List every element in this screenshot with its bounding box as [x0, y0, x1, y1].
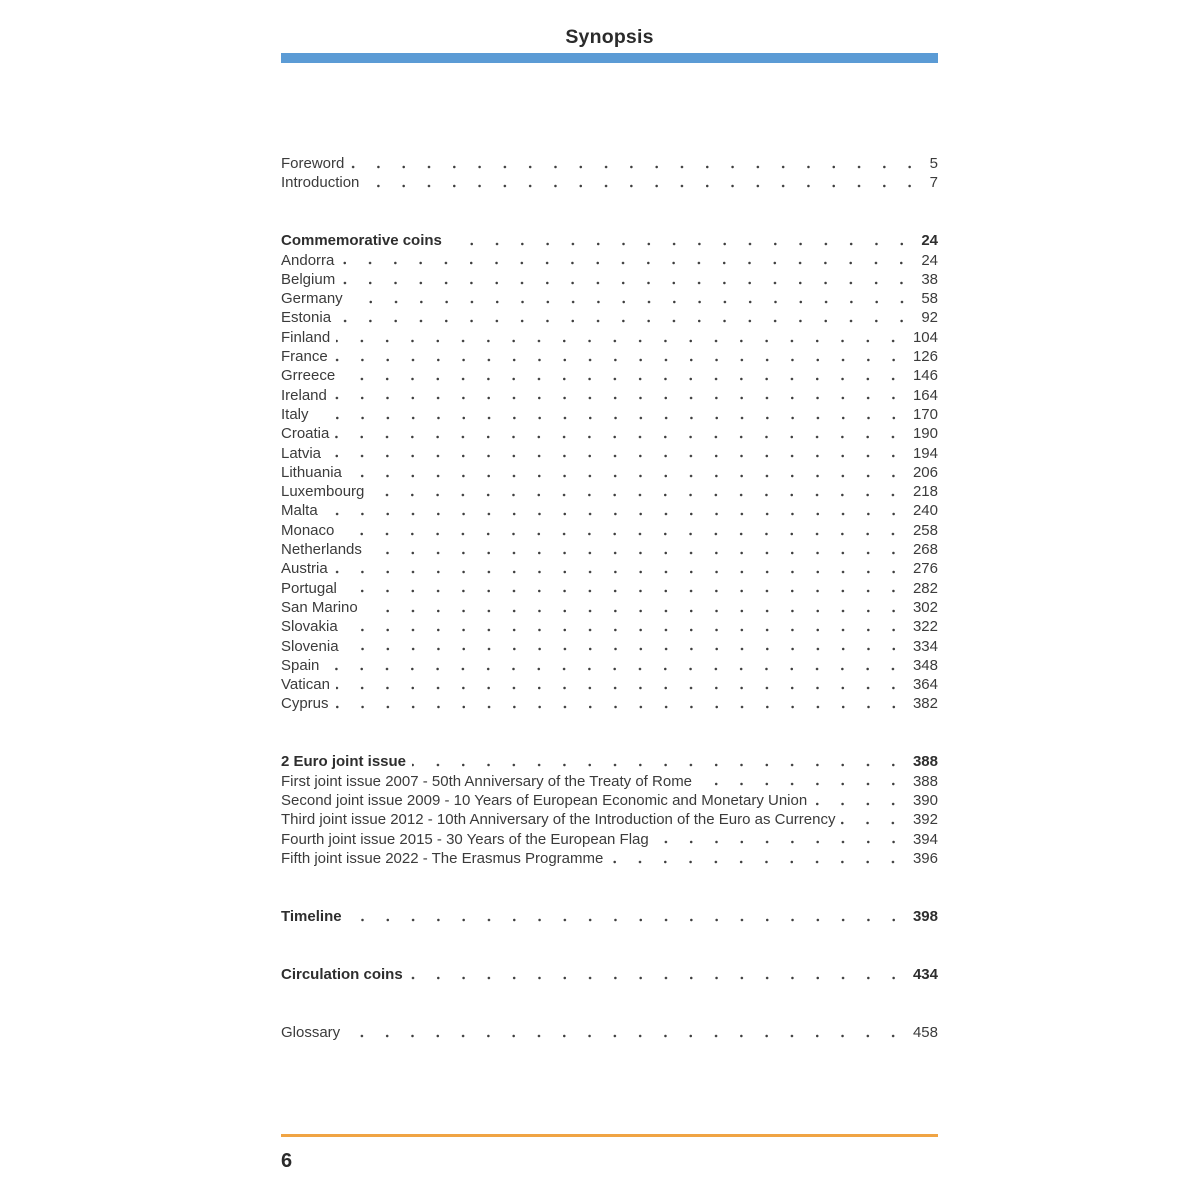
toc-entry: [281, 675, 938, 694]
toc-entry-label: Finland: [281, 328, 331, 346]
toc-group: [281, 752, 938, 868]
toc-entry-page: 38: [921, 270, 938, 288]
dot-leader: [365, 173, 922, 192]
dot-leader: [334, 347, 906, 366]
toc-entry-page: 276: [912, 560, 938, 578]
toc-entry-label: Slovenia: [281, 637, 339, 655]
toc-entry-label: Luxembourg: [281, 483, 365, 501]
dot-leader: [448, 231, 914, 250]
toc-entry-page: 322: [912, 618, 938, 636]
toc-entry: [281, 752, 938, 771]
toc-entry: [281, 308, 938, 327]
toc-entry: [281, 289, 938, 308]
toc-entry-label: Spain: [281, 656, 320, 674]
toc-entry-page: 240: [912, 502, 938, 520]
dot-leader: [368, 540, 906, 559]
toc-group: [281, 1023, 938, 1042]
dot-leader: [336, 675, 906, 694]
toc-entry-label: Circulation coins: [281, 965, 403, 983]
toc-entry: [281, 694, 938, 713]
toc-entry: [281, 154, 938, 173]
toc-entry: [281, 405, 938, 424]
content-column: [281, 0, 938, 1200]
toc-entry-page: 458: [912, 1023, 938, 1041]
toc-entry-page: 364: [912, 676, 938, 694]
toc-entry: [281, 559, 938, 578]
dot-leader: [343, 579, 906, 598]
dot-leader: [336, 328, 906, 347]
dot-leader: [370, 482, 906, 501]
toc-entry-page: 7: [929, 174, 938, 192]
toc-entry-page: 334: [912, 637, 938, 655]
dot-leader: [698, 772, 906, 791]
toc-entry-label: Grreece: [281, 367, 336, 385]
toc-entry-label: Croatia: [281, 425, 330, 443]
dot-leader: [345, 637, 906, 656]
toc-entry-page: 268: [912, 541, 938, 559]
dot-leader: [348, 463, 906, 482]
toc-entry-page: 258: [912, 521, 938, 539]
dot-leader: [609, 849, 906, 868]
toc-entry: [281, 424, 938, 443]
toc-group: [281, 907, 938, 926]
toc-entry-page: 382: [912, 695, 938, 713]
toc-entry: [281, 386, 938, 405]
toc-entry-label: Commemorative coins: [281, 232, 442, 250]
dot-leader: [350, 154, 922, 173]
toc-entry-label: San Marino: [281, 598, 358, 616]
toc-entry: [281, 251, 938, 270]
toc-entry: [281, 482, 938, 501]
toc-entry-label: Germany: [281, 290, 343, 308]
toc-entry-label: Lithuania: [281, 463, 342, 481]
toc-entry-label: Vatican: [281, 676, 330, 694]
toc-entry: [281, 501, 938, 520]
toc-entry: [281, 849, 938, 868]
toc-entry-label: Fifth joint issue 2022 - The Erasmus Programme: [281, 849, 604, 867]
toc-entry-label: Malta: [281, 502, 318, 520]
toc-entry: [281, 830, 938, 849]
toc-entry-page: 126: [912, 348, 938, 366]
toc-entry-label: Austria: [281, 560, 328, 578]
dot-leader: [340, 521, 906, 540]
toc-entry: [281, 772, 938, 791]
dot-leader: [341, 270, 914, 289]
page-title: Synopsis: [565, 26, 654, 48]
table-of-contents: [281, 154, 938, 1042]
toc-entry: [281, 810, 938, 829]
toc-entry: [281, 598, 938, 617]
dot-leader: [324, 501, 906, 520]
toc-entry-page: 218: [912, 483, 938, 501]
toc-group: [281, 231, 938, 713]
dot-leader: [364, 598, 906, 617]
dot-leader: [315, 405, 906, 424]
dot-leader: [335, 424, 906, 443]
toc-entry-page: 388: [912, 753, 938, 771]
toc-entry-page: 396: [912, 849, 938, 867]
toc-entry-page: 92: [921, 309, 938, 327]
toc-entry-page: 302: [912, 598, 938, 616]
toc-entry-label: Foreword: [281, 155, 345, 172]
toc-entry: [281, 366, 938, 385]
toc-entry-page: 146: [912, 367, 938, 385]
dot-leader: [655, 830, 906, 849]
toc-entry-page: 190: [912, 425, 938, 443]
toc-entry: [281, 521, 938, 540]
toc-entry-page: 394: [912, 830, 938, 848]
dot-leader: [349, 289, 915, 308]
dot-leader: [325, 656, 906, 675]
dot-leader: [348, 907, 906, 926]
toc-entry-page: 24: [921, 251, 938, 269]
toc-entry: [281, 617, 938, 636]
toc-entry-label: Fourth joint issue 2015 - 30 Years of the European Flag: [281, 830, 649, 848]
toc-entry: [281, 347, 938, 366]
toc-entry: [281, 656, 938, 675]
dot-leader: [337, 308, 914, 327]
toc-entry-label: Latvia: [281, 444, 322, 462]
toc-entry: [281, 463, 938, 482]
toc-entry-page: 348: [912, 656, 938, 674]
toc-entry-page: 5: [929, 155, 938, 172]
toc-entry: [281, 231, 938, 250]
dot-leader: [335, 694, 906, 713]
toc-entry-label: Slovakia: [281, 618, 338, 636]
dot-leader: [341, 366, 906, 385]
toc-group: [281, 154, 938, 193]
dot-leader: [334, 559, 906, 578]
toc-entry-label: Portugal: [281, 579, 337, 597]
toc-entry: [281, 637, 938, 656]
footer-rule: [281, 1134, 938, 1137]
toc-entry-label: Netherlands: [281, 541, 362, 559]
toc-entry: [281, 328, 938, 347]
toc-entry: [281, 540, 938, 559]
toc-entry-page: 104: [912, 328, 938, 346]
toc-entry: [281, 907, 938, 926]
toc-entry-label: Glossary: [281, 1023, 341, 1041]
toc-entry-label: Belgium: [281, 270, 336, 288]
dot-leader: [346, 1023, 906, 1042]
dot-leader: [340, 251, 914, 270]
toc-entry-page: 58: [921, 290, 938, 308]
toc-entry-label: Cyprus: [281, 695, 329, 713]
toc-entry-page: 392: [912, 811, 938, 829]
toc-entry-label: France: [281, 348, 328, 366]
toc-entry-page: 282: [912, 579, 938, 597]
toc-group: [281, 965, 938, 984]
toc-entry-label: Monaco: [281, 521, 335, 539]
toc-entry: [281, 444, 938, 463]
dot-leader: [412, 752, 906, 771]
toc-entry-page: 24: [921, 232, 938, 250]
toc-entry-page: 194: [912, 444, 938, 462]
toc-entry-page: 206: [912, 463, 938, 481]
toc-entry-page: 390: [912, 791, 938, 809]
dot-leader: [409, 965, 906, 984]
toc-entry-page: 434: [912, 965, 938, 983]
toc-entry: [281, 1023, 938, 1042]
toc-entry-page: 170: [912, 405, 938, 423]
toc-entry-label: Estonia: [281, 309, 332, 327]
toc-entry: [281, 579, 938, 598]
toc-entry-label: Timeline: [281, 907, 342, 925]
toc-entry: [281, 270, 938, 289]
toc-entry: [281, 965, 938, 984]
toc-entry-label: Third joint issue 2012 - 10th Anniversary of the Introduction of the Euro as Currency: [281, 811, 836, 829]
folio-page-number: 6: [281, 1150, 293, 1172]
dot-leader: [841, 810, 906, 829]
toc-entry-page: 388: [912, 772, 938, 790]
dot-leader: [813, 791, 906, 810]
toc-entry-label: Introduction: [281, 174, 360, 192]
toc-entry: [281, 791, 938, 810]
toc-entry-label: Italy: [281, 405, 309, 423]
title-underline-bar: [281, 53, 938, 63]
toc-entry-label: First joint issue 2007 - 50th Anniversary of the Treaty of Rome: [281, 772, 693, 790]
toc-entry-label: Second joint issue 2009 - 10 Years of European Economic and Monetary Union: [281, 791, 808, 809]
toc-entry-label: Andorra: [281, 251, 335, 269]
toc-entry-label: Ireland: [281, 386, 327, 404]
dot-leader: [344, 617, 906, 636]
toc-entry-page: 398: [912, 907, 938, 925]
dot-leader: [333, 386, 906, 405]
toc-entry: [281, 173, 938, 192]
dot-leader: [327, 444, 906, 463]
toc-entry-label: 2 Euro joint issue: [281, 753, 407, 771]
toc-entry-page: 164: [912, 386, 938, 404]
